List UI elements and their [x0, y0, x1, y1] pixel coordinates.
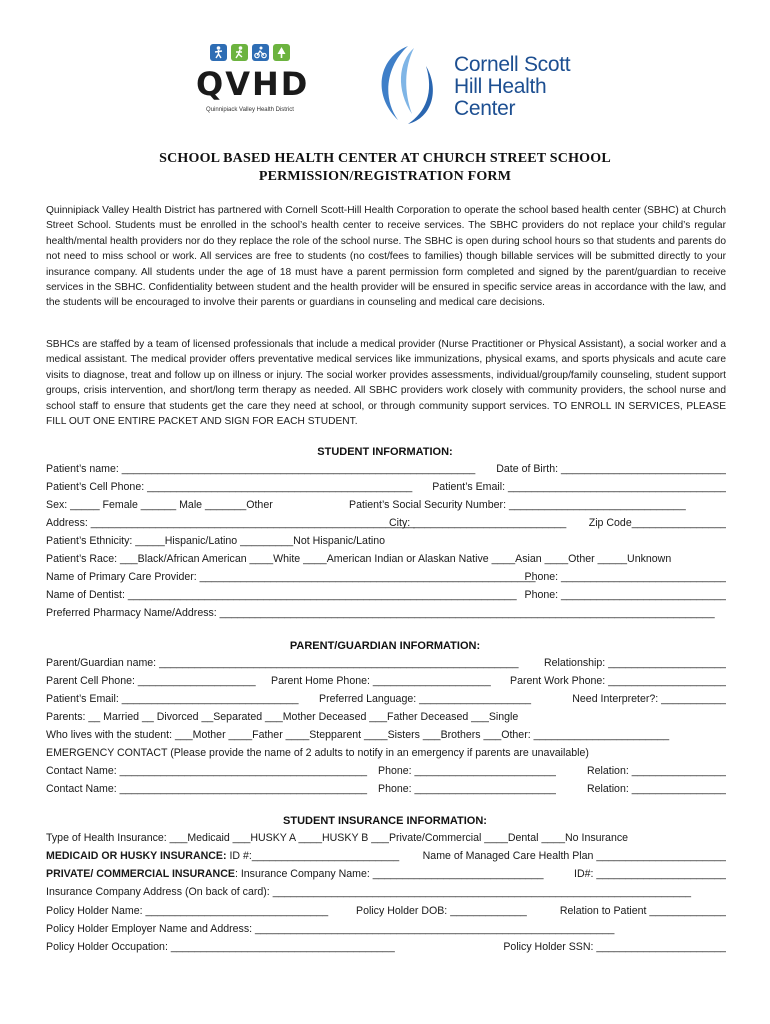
private-insurance-label: PRIVATE/ COMMERCIAL INSURANCE	[46, 868, 235, 880]
insurance-type-field[interactable]: Type of Health Insurance: ___Medicaid ___HUSKY A ____HUSKY B ___Private/Commercial ____Dental ____No Insurance	[46, 832, 629, 844]
parents-status-field[interactable]: Parents: __ Married __ Divorced __Separated ___Mother Deceased ___Father Deceased ___Single	[46, 711, 519, 723]
employer-field[interactable]: Policy Holder Employer Name and Address: _____________________________________________________________	[46, 923, 615, 935]
runner-icon	[231, 44, 248, 61]
qvhd-logo	[196, 44, 310, 113]
zip-code-field[interactable]: Zip Code________________	[588, 517, 726, 529]
parent-email-field[interactable]: Patient’s Email: ______________________________	[46, 693, 299, 705]
intro-paragraph-2: SBHCs are staffed by a team of licensed professionals that include a medical provider (Nurse Practitioner or Physical Assistant), a social worker and a medical assistant. The medical provider offers preventative medical services like immunizations, physical exams, and sports physicals and acute care visits to diagnose, treat and follow up on illness or injury. The social worker provides assessments, individual/group/family counseling, student support groups, crisis intervention, and short/long term therapy as needed. All SBHC providers work closely with community providers, the school nurse and school staff to ensure that students get the care they need at school, or through community support services. TO ENROLL IN SERVICES, PLEASE FILL OUT ONE ENTIRE PACKET AND SIGN FOR EACH STUDENT.	[46, 339, 726, 428]
student-section-heading: STUDENT INFORMATION:	[317, 446, 453, 458]
sex-field[interactable]: Sex: _____ Female ______ Male _______Other	[46, 499, 273, 511]
qvhd-subtitle: Quinnipiack Valley Health District	[206, 107, 294, 113]
student-contact-row	[46, 481, 726, 493]
student-address-row	[46, 517, 726, 529]
medicaid-id-field[interactable]: ID #:_________________________	[226, 850, 400, 862]
guardian-name-row	[46, 657, 726, 669]
dentist-field[interactable]: Name of Dentist: __________________________________________________________________	[46, 589, 517, 601]
medicaid-row	[46, 850, 726, 862]
insurance-address-field[interactable]: Insurance Company Address (On back of card): _______________________________________________________________________	[46, 886, 692, 898]
policy-holder-name-field[interactable]: Policy Holder Name: _______________________________	[46, 905, 329, 917]
patient-email-field[interactable]: Patient’s Email: _____________________________________	[432, 481, 726, 493]
primary-care-provider-field[interactable]: Name of Primary Care Provider: _________________________________________________________	[46, 571, 536, 583]
occupation-row	[46, 941, 726, 953]
cshhc-logo	[368, 40, 588, 130]
policy-holder-row	[46, 905, 726, 917]
policy-holder-dob-field[interactable]: Policy Holder DOB: _____________	[356, 905, 527, 917]
parent-section-heading: PARENT/GUARDIAN INFORMATION:	[289, 640, 481, 652]
parent-home-phone-field[interactable]: Parent Home Phone: ____________________	[271, 675, 491, 687]
managed-care-plan-field[interactable]: Name of Managed Care Health Plan ______________________	[422, 850, 726, 862]
figure-icon	[210, 44, 227, 61]
parent-phones-row	[46, 675, 726, 687]
ethnicity-field[interactable]: Patient’s Ethnicity: _____Hispanic/Latino _________Not Hispanic/Latino	[46, 535, 386, 547]
qvhd-wordmark: QVHD	[196, 65, 310, 103]
insurance-section-heading: STUDENT INSURANCE INFORMATION:	[283, 815, 487, 827]
race-field[interactable]: Patient’s Race: ___Black/African American ____White ____American Indian or Alaskan Native ____Asian ____Other _____Unknown	[46, 553, 672, 565]
lives-with-field[interactable]: Who lives with the student: ___Mother ____Father ____Stepparent ____Sisters ___Brothers ___Other: _______________________	[46, 729, 670, 741]
cshhc-line-3: Center	[454, 97, 516, 120]
qvhd-activity-icons	[196, 44, 304, 61]
patient-cell-phone-field[interactable]: Patient’s Cell Phone: _____________________________________________	[46, 481, 413, 493]
contact-2-row	[46, 783, 726, 795]
pharmacy-field[interactable]: Preferred Pharmacy Name/Address: ____________________________________________________________________________________	[46, 607, 715, 619]
contact-2-relation-field[interactable]: Relation: ________________	[586, 783, 726, 795]
parent-work-phone-field[interactable]: Parent Work Phone: ____________________	[510, 675, 726, 687]
contact-2-name-field[interactable]: Contact Name: __________________________________________	[46, 783, 368, 795]
medicaid-label: MEDICAID OR HUSKY INSURANCE:	[46, 850, 227, 862]
private-id-field[interactable]: ID#: ______________________	[574, 868, 726, 880]
preferred-language-field[interactable]: Preferred Language: ___________________	[319, 693, 532, 705]
guardian-name-field[interactable]: Parent/Guardian name: _____________________________________________________________	[46, 657, 519, 669]
parent-cell-phone-field[interactable]: Parent Cell Phone: ____________________	[46, 675, 256, 687]
pcp-phone-field[interactable]: Phone: ____________________________	[524, 571, 726, 583]
tree-icon	[273, 44, 290, 61]
insurance-company-field[interactable]: : Insurance Company Name: _____________________________	[234, 868, 544, 880]
cshhc-line-2: Hill Health	[454, 75, 547, 98]
cshhc-wordmark	[454, 54, 570, 120]
pcp-row	[46, 571, 726, 583]
form-title-line-1: SCHOOL BASED HEALTH CENTER AT CHURCH STREET SCHOOL	[159, 151, 611, 166]
student-sex-row	[46, 499, 726, 511]
contact-2-phone-field[interactable]: Phone: ________________________	[378, 783, 556, 795]
relation-to-patient-field[interactable]: Relation to Patient _____________	[559, 905, 726, 917]
policy-holder-occupation-field[interactable]: Policy Holder Occupation: ______________________________________	[46, 941, 395, 953]
student-name-row	[46, 463, 726, 475]
city-field[interactable]: City: __________________________	[389, 517, 567, 529]
contact-1-relation-field[interactable]: Relation: ________________	[586, 765, 726, 777]
form-title-line-2: PERMISSION/REGISTRATION FORM	[258, 169, 512, 184]
interpreter-field[interactable]: Need Interpreter?: ___________	[572, 693, 726, 705]
address-field[interactable]: Address: _______________________________________________________	[46, 517, 415, 529]
emergency-contact-note: EMERGENCY CONTACT (Please provide the name of 2 adults to notify in an emergency if parents are unavailable)	[46, 747, 589, 759]
date-of-birth-field[interactable]: Date of Birth: ____________________________	[496, 463, 726, 475]
contact-1-name-field[interactable]: Contact Name: __________________________________________	[46, 765, 368, 777]
relationship-field[interactable]: Relationship: ____________________	[543, 657, 726, 669]
cyclist-icon	[252, 44, 269, 61]
dentist-phone-field[interactable]: Phone: ____________________________	[524, 589, 726, 601]
swoosh-icon	[368, 40, 458, 130]
intro-paragraph-1: Quinnipiack Valley Health District has partnered with Cornell Scott-Hill Health Corporation to operate the school based health center (SBHC) at Church Street School. Students must be enrolled in the school’s health center to receive services. The SBHC providers do not replace your child’s regular health/mental health providers nor do they replace the role of the school nurse. The SBHC is open during school hours so that students and parents do not need to miss school or work. All services are free to students (no cost/fees to families) though billable services will be submitted directly to your insurance company. All students under the age of 18 must have a parent permission form completed and signed by the parent/guardian to receive services in the SBHC. Confidentiality between student and the health provider will be ensured in specific service areas in accordance with the law, and the students will be encouraged to involve their parents or guardians in counseling and medical care decisions.	[46, 205, 726, 309]
ssn-field[interactable]: Patient’s Social Security Number: ______________________________	[349, 499, 686, 511]
dentist-row	[46, 589, 726, 601]
cshhc-line-1: Cornell Scott	[454, 53, 571, 76]
patient-name-field[interactable]: Patient’s name: ____________________________________________________________	[46, 463, 476, 475]
policy-holder-ssn-field[interactable]: Policy Holder SSN: ______________________	[503, 941, 726, 953]
parent-email-row	[46, 693, 726, 705]
contact-1-phone-field[interactable]: Phone: ________________________	[378, 765, 556, 777]
contact-1-row	[46, 765, 726, 777]
private-insurance-row	[46, 868, 726, 880]
